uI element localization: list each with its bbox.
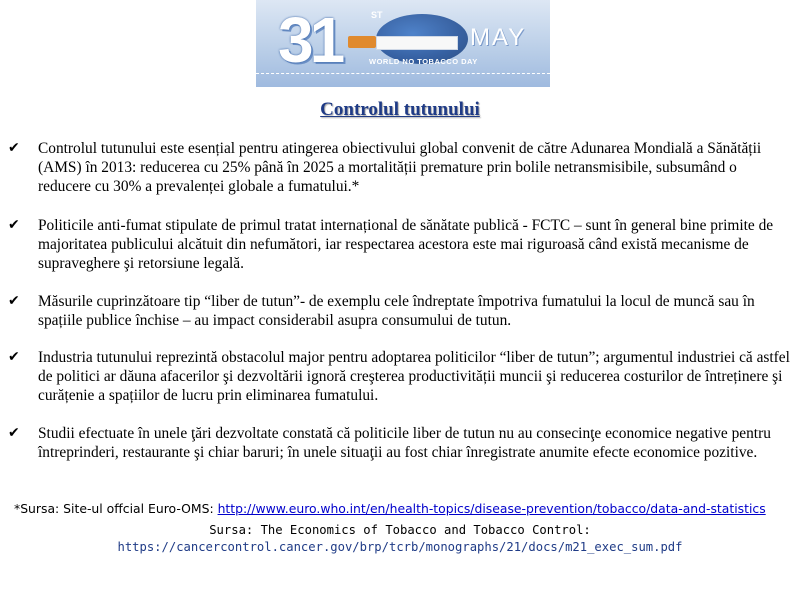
- checkmark-icon: ✔: [8, 217, 20, 233]
- bullet-text: Măsurile cuprinzătoare tip “liber de tutun”- de exemplu cele îndreptate împotriva fumatului la locul de muncă sau în spațiile publice închise – au impact considerabil asupra consumului de tutun.: [38, 293, 755, 329]
- bullet-text: Controlul tutunului este esențial pentru atingerea obiectivului global convenit de către Adunarea Mondială a Sănătății (AMS) în 2013: reducerea cu 25% până în 2025 a mortalității premature prin bolile netransmisibile, subsumând o reducere cu 30% a prevalenței globale a fumatului.*: [38, 140, 762, 195]
- bullet-text: Industria tutunului reprezintă obstacolul major pentru adoptarea politicilor “liber de tutun”; argumentul industriei că astfel de politici ar dăuna afacerilor şi dezvoltării ignoră creşterea productivității muncii şi reducerea costurilor de întreținere şi curățenie a spațiilor de lucru prin eliminarea fumatului.: [38, 349, 790, 404]
- cancercontrol-link[interactable]: https://cancercontrol.cancer.gov/brp/tcrb/monographs/21/docs/m21_exec_sum.pdf: [117, 540, 683, 554]
- source-euro-oms: [14, 500, 766, 518]
- banner-suffix: ST: [371, 10, 383, 20]
- bullet-text: Politicile anti-fumat stipulate de primul tratat internațional de sănătate publică - FCTC – sunt în general bine primite de majoritatea publicului alcătuit din nefumători, iar respectarea acestora este mai riguroasă când există mecanisme de supraveghere şi retorsiune legală.: [38, 217, 774, 272]
- cigarette-filter-icon: [348, 36, 376, 48]
- banner-month: MAY: [470, 24, 527, 51]
- banner-divider: [256, 73, 550, 74]
- cigarette-icon: [376, 36, 458, 50]
- banner-number: 31: [278, 4, 342, 76]
- euro-who-link[interactable]: http://www.euro.who.int/en/health-topics/disease-prevention/tobacco/data-and-statistics: [217, 501, 766, 516]
- checkmark-icon: ✔: [8, 293, 20, 309]
- banner-tagline: WORLD NO TOBACCO DAY: [369, 57, 478, 66]
- source1-prefix: *Sursa: Site-ul offcial Euro-OMS:: [14, 501, 218, 516]
- source2-title: Sursa: The Economics of Tobacco and Tobacco Control:: [209, 523, 591, 537]
- checkmark-icon: ✔: [8, 349, 20, 365]
- page-title: Controlul tutunului: [320, 99, 480, 120]
- source-economics: [0, 522, 800, 556]
- world-no-tobacco-day-banner: [256, 0, 550, 87]
- checkmark-icon: ✔: [8, 425, 20, 441]
- bullet-text: Studii efectuate în unele ţări dezvoltate constată că politicile liber de tutun nu au consecinţe economice negative pentru întreprinderi, restaurante şi chiar baruri; în unele situaţii au fost chiar înregistrate anumite efecte economice pozitive.: [38, 425, 771, 461]
- checkmark-icon: ✔: [8, 140, 20, 156]
